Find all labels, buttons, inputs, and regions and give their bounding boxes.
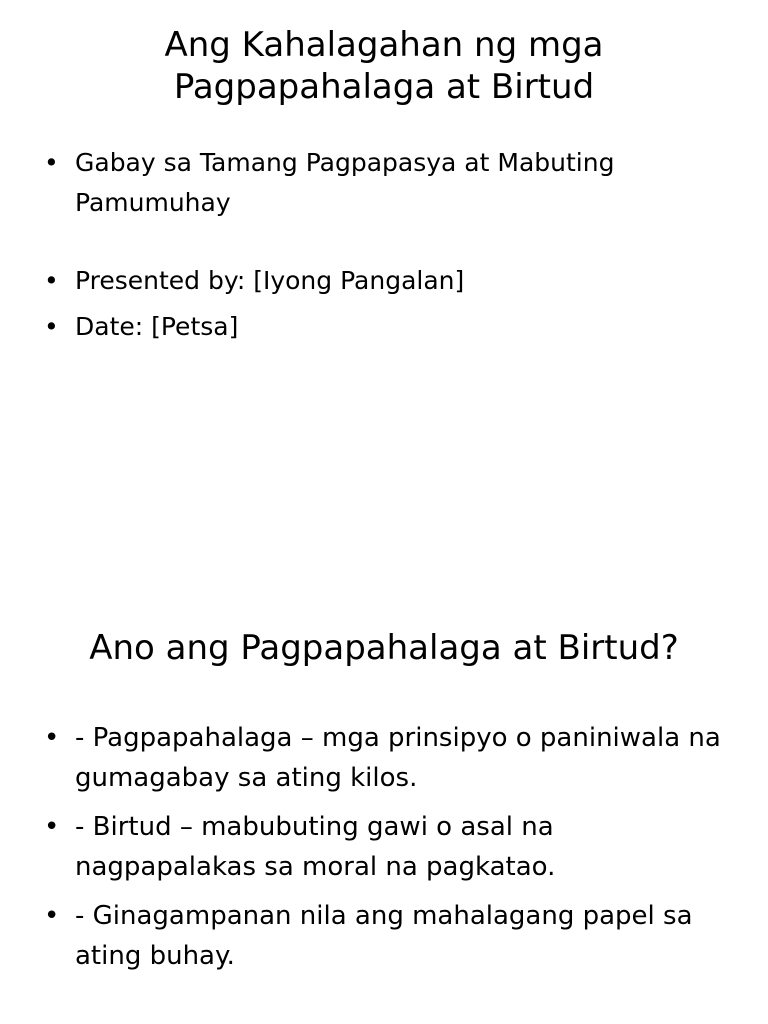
list-item — [44, 261, 728, 301]
bullet-icon: • — [44, 901, 60, 931]
slide-title-line-2: Pagpapahalaga at Birtud — [173, 67, 595, 107]
slide-title — [38, 24, 730, 108]
bullet-icon: • — [44, 723, 60, 753]
bullet-text: - Ginagampanan nila ang mahalagang papel sa ating buhay. — [75, 901, 693, 971]
bullet-text: - Pagpapahalaga – mga prinsipyo o paniniwala na gumagabay sa ating kilos. — [75, 723, 721, 793]
bullet-text: - Birtud – mabubuting gawi o asal na nagpapalakas sa moral na pagkatao. — [75, 812, 556, 882]
bullet-text: Gabay sa Tamang Pagpapasya at Mabuting Pamumuhay — [75, 148, 615, 217]
list-item — [44, 896, 728, 976]
bullet-icon: • — [44, 148, 59, 177]
list-item — [44, 143, 728, 223]
slide-title: Ano ang Pagpapahalaga at Birtud? — [89, 628, 679, 668]
list-item — [44, 807, 728, 887]
bullet-text: Date: [Petsa] — [75, 312, 239, 341]
bullet-icon: • — [44, 812, 60, 842]
bullet-list — [44, 718, 728, 985]
list-item — [44, 718, 728, 798]
slide-title-line-1: Ang Kahalagahan ng mga — [164, 25, 604, 65]
bullet-text: Presented by: [Iyong Pangalan] — [75, 266, 465, 295]
bullet-icon: • — [44, 312, 59, 341]
list-item — [44, 307, 728, 347]
slide-2 — [0, 512, 768, 1024]
bullet-list — [44, 143, 728, 347]
bullet-icon: • — [44, 266, 59, 295]
